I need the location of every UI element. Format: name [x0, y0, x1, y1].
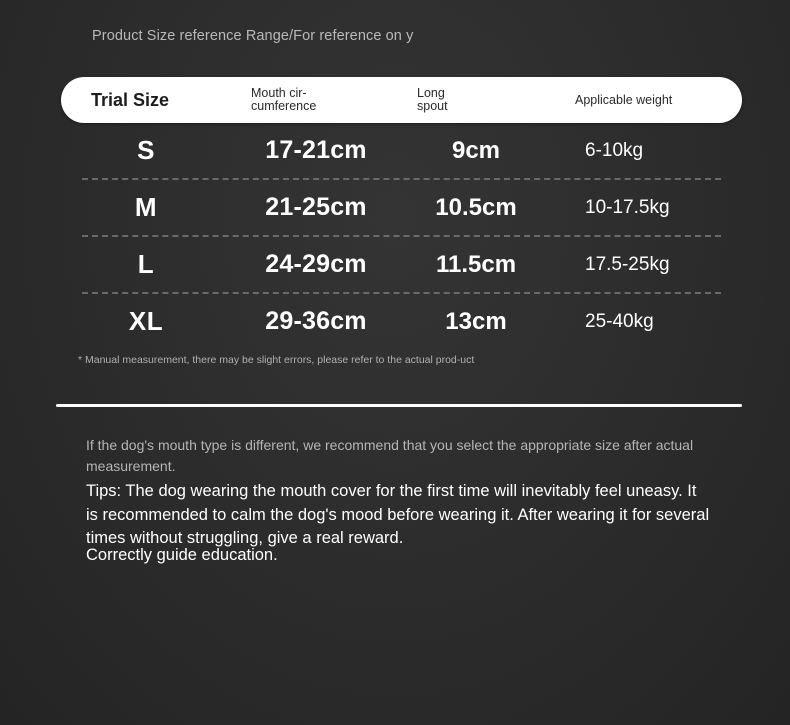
cell-spout: 9cm [451, 136, 501, 164]
column-header-applicable-weight: Applicable weight [575, 92, 673, 107]
closing-paragraph: Correctly guide education. [86, 546, 278, 564]
cell-mouth: 17-21cm [265, 136, 367, 164]
column-header-long-spout [401, 87, 551, 113]
cell-spout: 11.5cm [435, 250, 517, 278]
cell-weight: 10-17.5kg [585, 196, 670, 218]
measurement-advice: If the dog's mouth type is different, we recommend that you select the appropriate size after actual measurement. [86, 437, 694, 474]
column-header-long-spout-line2: spout [417, 99, 448, 113]
table-header-row [61, 77, 742, 123]
cell-mouth: 29-36cm [265, 307, 367, 335]
tips-paragraph: Tips: The dog wearing the mouth cover for the first time will inevitably feel uneasy. It is recommended to calm the dog's mood before wearing it. After wearing it for several times without struggling, give a real reward. [86, 482, 710, 547]
cell-weight: 6-10kg [585, 139, 644, 161]
table-row [61, 237, 742, 292]
cell-weight: 17.5-25kg [585, 253, 670, 275]
cell-size: S [137, 135, 155, 165]
table-row [61, 294, 742, 349]
cell-size: M [134, 192, 158, 222]
cell-mouth: 24-29cm [265, 250, 367, 278]
table-row [61, 123, 742, 178]
cell-mouth: 21-25cm [265, 193, 367, 221]
table-row [61, 180, 742, 235]
column-header-trial-size: Trial Size [91, 89, 170, 110]
column-header-mouth-circumference-line2: cumference [251, 99, 317, 113]
cell-weight: 25-40kg [585, 310, 654, 332]
header-note: Product Size reference Range/For reference on y [92, 28, 414, 44]
table-footnote: * Manual measurement, there may be slight errors, please refer to the actual prod-uct [78, 354, 475, 366]
cell-size: XL [128, 306, 164, 336]
cell-spout: 10.5cm [435, 193, 517, 221]
column-header-mouth-circumference-line1: Mouth cir- [251, 86, 307, 100]
size-table [61, 77, 742, 349]
cell-size: L [137, 249, 155, 279]
section-divider [56, 404, 742, 407]
column-header-long-spout-line1: Long [417, 86, 445, 100]
column-header-mouth-circumference [231, 87, 401, 113]
cell-spout: 13cm [445, 307, 507, 335]
